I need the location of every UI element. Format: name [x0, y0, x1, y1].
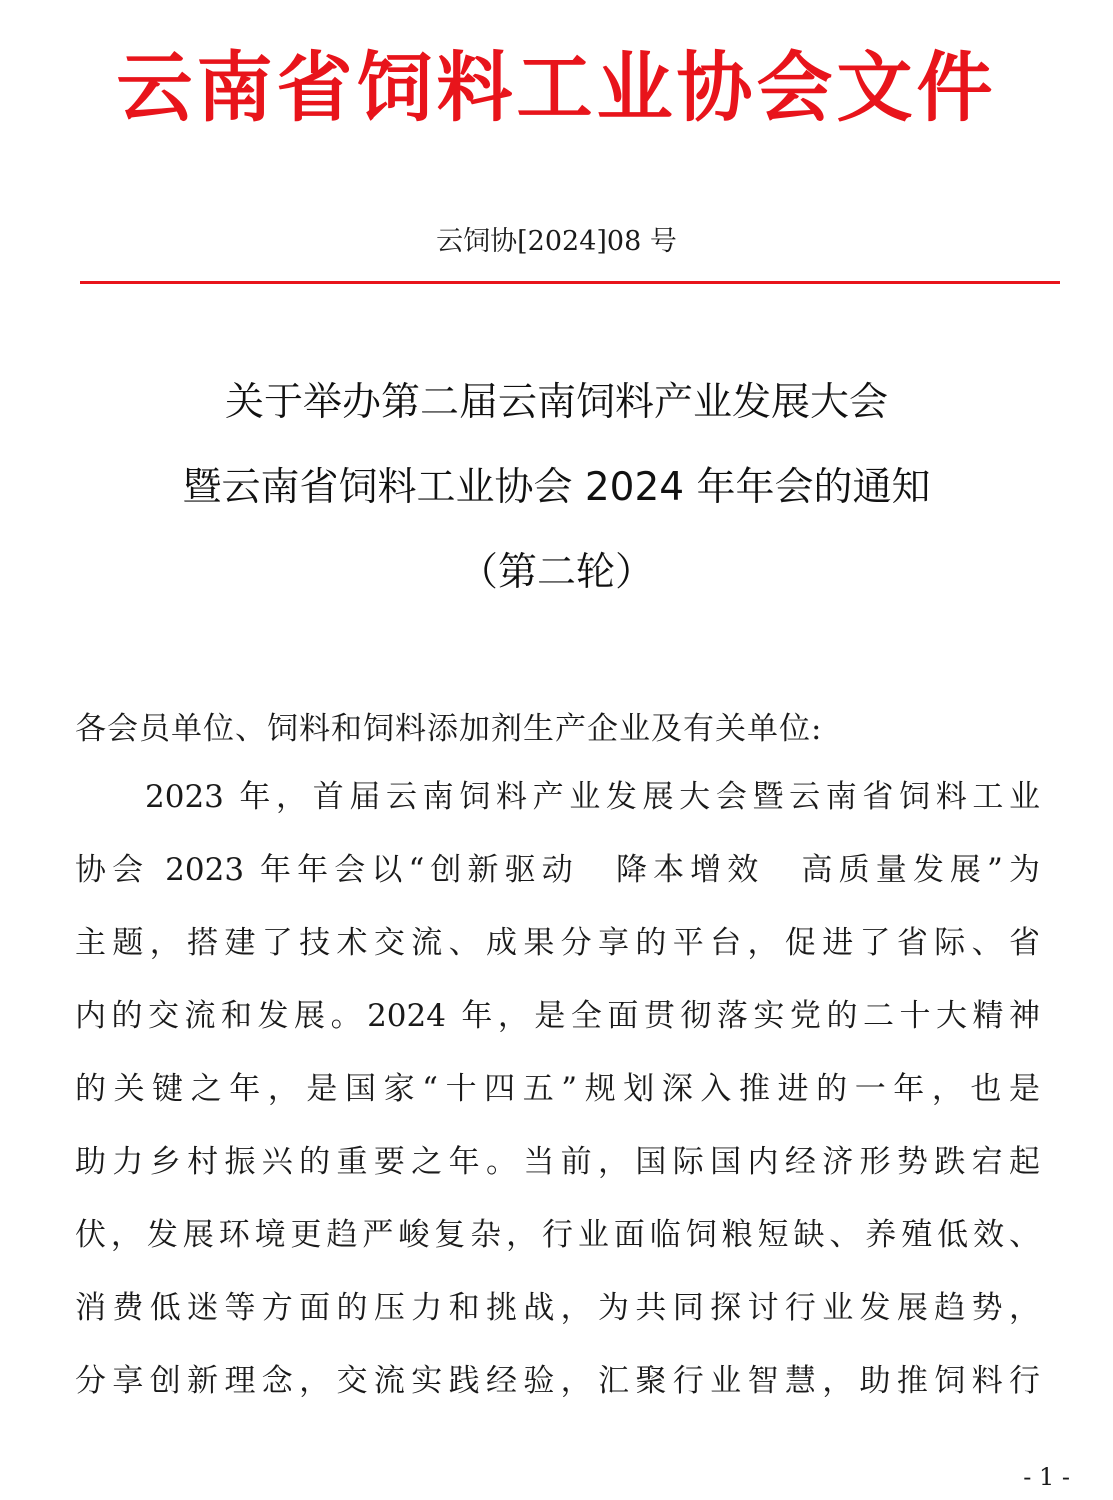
- body-line: 的关键之年，是国家“十四五”规划深入推进的一年，也是: [75, 1071, 1040, 1107]
- body-line: 主题，搭建了技术交流、成果分享的平台，促进了省际、省: [75, 925, 1040, 961]
- body-line: 助力乡村振兴的重要之年。当前，国际国内经济形势跌宕起: [75, 1144, 1040, 1180]
- notice-title-line-1: 关于举办第二届云南饲料产业发展大会: [224, 380, 888, 425]
- salutation: 各会员单位、饲料和饲料添加剂生产企业及有关单位:: [75, 711, 823, 747]
- body-line: 伏，发展环境更趋严峻复杂，行业面临饲粮短缺、养殖低效、: [75, 1217, 1040, 1253]
- notice-title-line-3: （第二轮）: [458, 550, 654, 595]
- body-line: 消费低迷等方面的压力和挑战，为共同探讨行业发展趋势，: [75, 1290, 1040, 1326]
- page-number: - 1 -: [1023, 1463, 1070, 1491]
- document-number: 云饲协[2024]08 号: [436, 226, 677, 257]
- notice-title-line-2: 暨云南省饲料工业协会 2024 年年会的通知: [182, 465, 931, 510]
- body-line: 协会 2023 年年会以“创新驱动 降本增效 高质量发展”为: [75, 852, 1040, 888]
- body-line: 内的交流和发展。2024 年，是全面贯彻落实党的二十大精神: [75, 998, 1040, 1034]
- red-divider-rule: [80, 281, 1060, 284]
- body-line: 分享创新理念，交流实践经验，汇聚行业智慧，助推饲料行: [75, 1363, 1040, 1399]
- body-line: 2023 年，首届云南饲料产业发展大会暨云南省饲料工业: [145, 779, 1040, 815]
- document-masthead: 云南省饲料工业协会文件: [116, 43, 997, 132]
